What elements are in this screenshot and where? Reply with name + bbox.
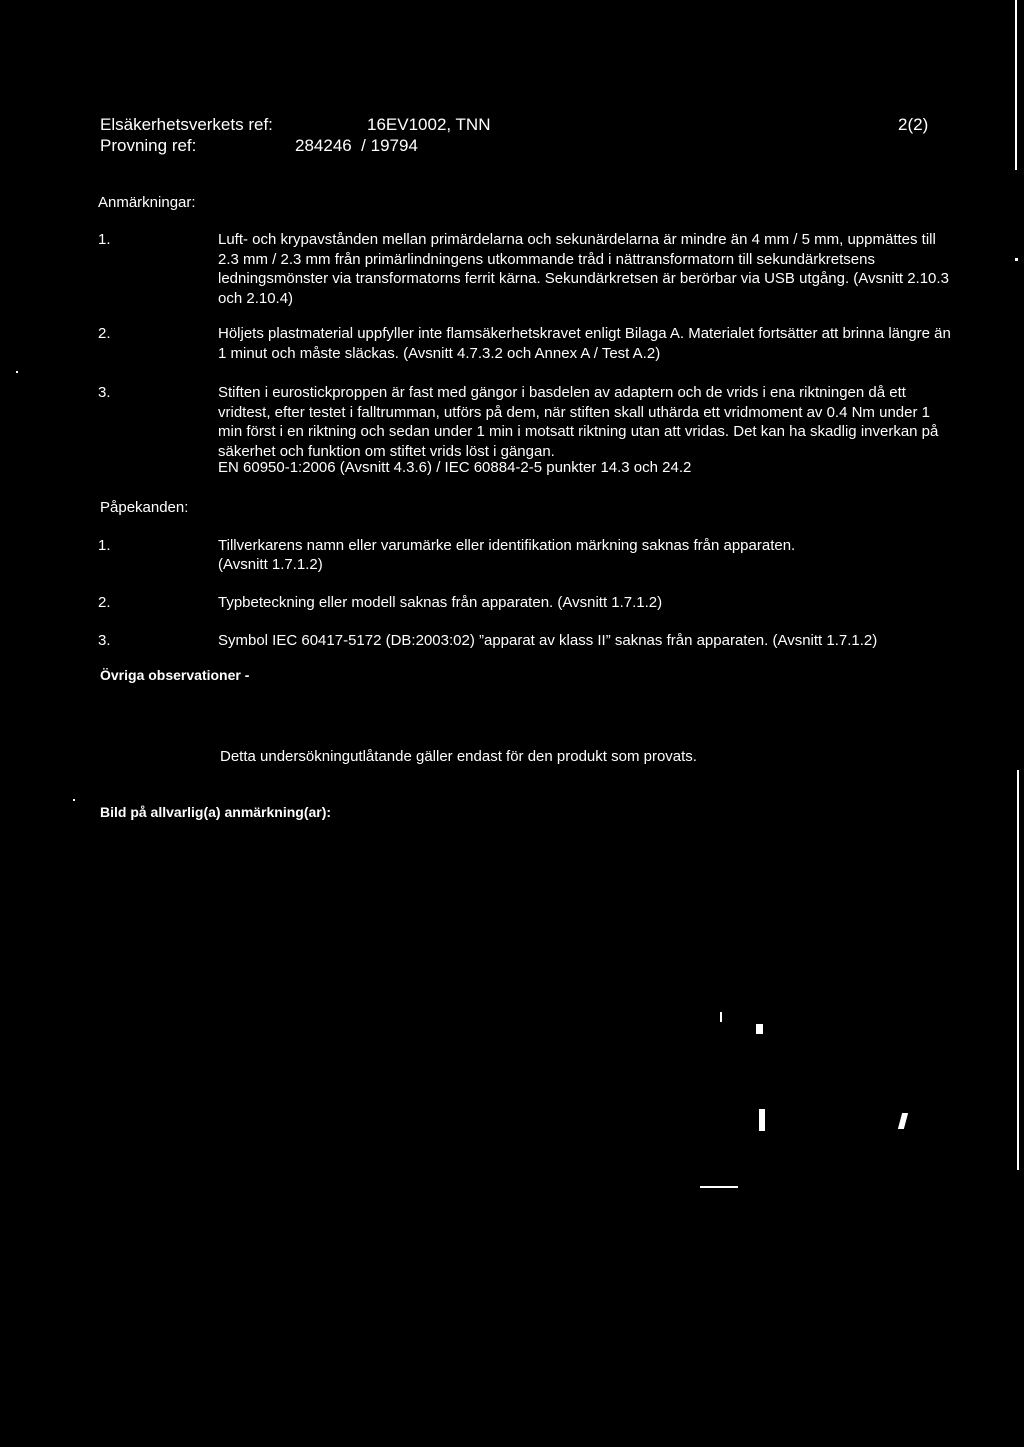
remark-number: 3.	[98, 384, 111, 401]
scan-mark	[898, 1113, 908, 1129]
scan-mark	[720, 1012, 722, 1022]
remark-standard-reference: EN 60950-1:2006 (Avsnitt 4.3.6) / IEC 60884-2-5 punkter 14.3 och 24.2	[218, 459, 692, 476]
scan-edge-line	[1015, 0, 1017, 170]
note-number: 2.	[98, 594, 111, 611]
note-text: Tillverkarens namn eller varumärke eller identifikation märkning saknas från apparaten.	[218, 537, 796, 554]
test-reference-value: 284246 / 19794	[295, 136, 418, 155]
image-heading: Bild på allvarlig(a) anmärkning(ar):	[100, 804, 332, 820]
note-section-reference: (Avsnitt 1.7.1.2)	[218, 556, 323, 573]
remark-text: Stiften i eurostickproppen är fast med gängor i basdelen av adaptern och de vrids i ena riktningen då ett vridtest, efter testet i falltrumman, utförs på dem, när stiften skall uthärda ett vridmoment av 0.4 Nm under 1 min först i en riktning och sedan under 1 min i motsatt riktning utan att vridas. Det kan ha skadlig inverkan på säkerhet och funktion om stiftet vrids löst i gängan.	[218, 384, 939, 460]
note-text: Symbol IEC 60417-5172 (DB:2003:02) ”apparat av klass II” saknas från apparaten. (Avsnitt 1.7.1.2)	[218, 632, 878, 649]
page-number: 2(2)	[898, 115, 929, 134]
note-number: 1.	[98, 537, 111, 554]
remark-number: 1.	[98, 231, 111, 248]
remarks-heading: Anmärkningar:	[98, 194, 196, 211]
disclaimer-text: Detta undersökningutlåtande gäller endast för den produkt som provats.	[220, 748, 697, 765]
scan-dot	[1015, 258, 1018, 261]
scan-mark	[756, 1024, 763, 1034]
note-number: 3.	[98, 632, 111, 649]
note-text: Typbeteckning eller modell saknas från apparaten. (Avsnitt 1.7.1.2)	[218, 594, 663, 611]
notes-heading: Påpekanden:	[100, 499, 189, 516]
other-observations: Övriga observationer -	[100, 667, 250, 683]
remark-number: 2.	[98, 325, 111, 342]
scan-dot	[16, 371, 18, 373]
remark-text: Luft- och krypavstånden mellan primärdelarna och sekunärdelarna är mindre än 4 mm / 5 mm, uppmättes till 2.3 mm / 2.3 mm från primärlindningens utkommande tråd i nättransformatorn till sekundärkretsens ledningsmönster via transformatorns ferrit kärna. Sekundärkretsen är berörbar via USB utgång. (Avsnitt 2.10.3 och 2.10.4)	[218, 231, 949, 307]
scan-edge-line	[1017, 770, 1019, 1170]
test-reference-label: Provning ref:	[100, 136, 197, 155]
reference-value: 16EV1002, TNN	[367, 115, 491, 134]
remark-text: Höljets plastmaterial uppfyller inte flamsäkerhetskravet enligt Bilaga A. Materialet fortsätter att brinna längre än 1 minut och måste släckas. (Avsnitt 4.7.3.2 och Annex A / Test A.2)	[218, 325, 951, 362]
reference-label: Elsäkerhetsverkets ref:	[100, 115, 273, 134]
scan-line	[700, 1186, 738, 1188]
scan-mark	[759, 1109, 765, 1131]
scan-dot	[73, 799, 75, 801]
